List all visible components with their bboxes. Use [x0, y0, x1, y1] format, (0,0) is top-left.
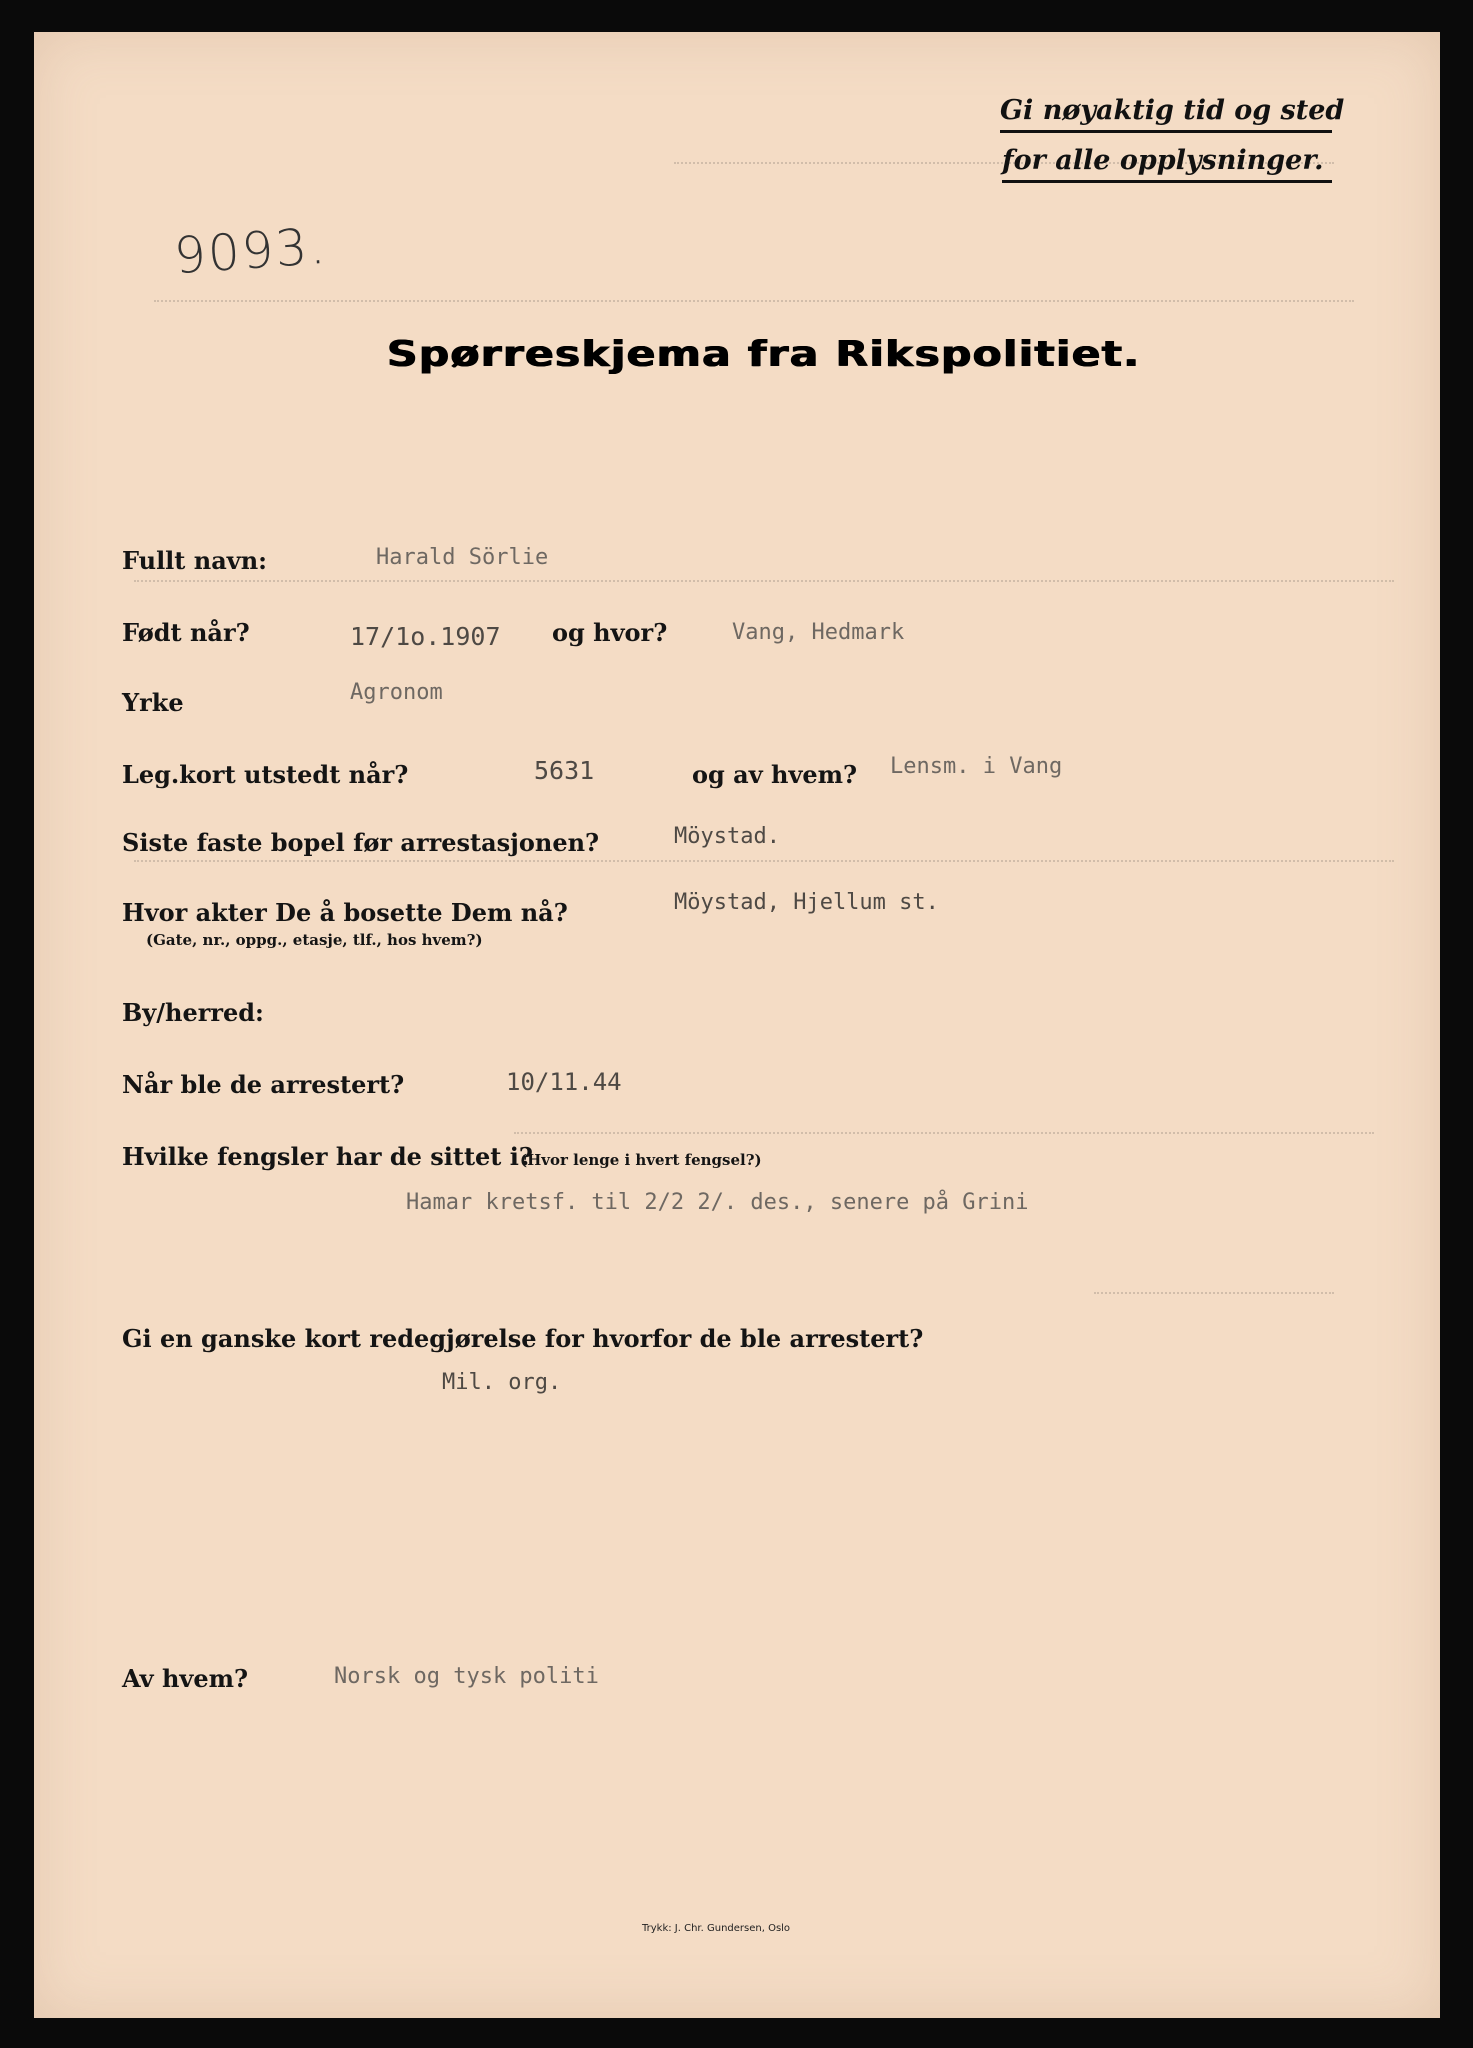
- full-name-label: Fullt navn:: [122, 546, 267, 575]
- prisons-sublabel: (Hvor lenge i hvert fengsel?): [520, 1151, 762, 1169]
- arrested-by-label: Av hvem?: [122, 1664, 249, 1693]
- arrest-reason-label: Gi en ganske kort redegjørelse for hvorfor de ble arrestert?: [122, 1324, 924, 1353]
- corner-note-underline: [1002, 180, 1332, 183]
- bleed-through-mark: [134, 860, 1394, 862]
- new-residence-label: Hvor akter De å bosette Dem nå?: [122, 898, 568, 927]
- bleed-through-mark: [1094, 1292, 1334, 1294]
- id-card-when-value: 5631: [534, 756, 595, 785]
- bleed-through-mark: [514, 1132, 1374, 1134]
- born-where-value: Vang, Hedmark: [732, 620, 905, 645]
- born-where-label: og hvor?: [552, 618, 668, 647]
- full-name-value: Harald Sörlie: [376, 545, 549, 570]
- arrested-when-label: Når ble de arrestert?: [122, 1070, 405, 1099]
- prisons-label: Hvilke fengsler har de sittet i?: [122, 1142, 533, 1171]
- arrest-reason-value: Mil. org.: [442, 1370, 562, 1395]
- id-card-by-value: Lensm. i Vang: [890, 754, 1063, 779]
- corner-note-line1: Gi nøyaktig tid og sted: [1000, 95, 1345, 126]
- printer-imprint: Trykk: J. Chr. Gundersen, Oslo: [642, 1923, 791, 1934]
- id-card-by-label: og av hvem?: [692, 760, 858, 789]
- id-card-when-label: Leg.kort utstedt når?: [122, 760, 409, 789]
- town-label: By/herred:: [122, 998, 264, 1027]
- bleed-through-mark: [134, 580, 1394, 582]
- form-title: Spørreskjema fra Rikspolitiet.: [387, 334, 1141, 375]
- document-page: [34, 32, 1440, 2018]
- new-residence-value: Möystad, Hjellum st.: [674, 890, 939, 915]
- handwritten-archive-number: 9093.: [172, 216, 329, 286]
- new-residence-sublabel: (Gate, nr., oppg., etasje, tlf., hos hvem?): [146, 931, 483, 949]
- last-residence-label: Siste faste bopel før arrestasjonen?: [122, 828, 600, 857]
- born-when-value: 17/1o.1907: [350, 622, 501, 651]
- last-residence-value: Möystad.: [674, 824, 780, 849]
- occupation-value: Agronom: [350, 680, 443, 705]
- occupation-label: Yrke: [122, 688, 184, 717]
- bleed-through-mark: [154, 300, 1354, 302]
- corner-note-line2: for alle opplysninger.: [1002, 145, 1324, 176]
- prisons-value: Hamar kretsf. til 2/2 2/. des., senere på Grini: [406, 1190, 1029, 1215]
- arrested-when-value: 10/11.44: [506, 1068, 622, 1096]
- born-when-label: Født når?: [122, 618, 250, 647]
- corner-note-underline: [1000, 130, 1332, 133]
- arrested-by-value: Norsk og tysk politi: [334, 1664, 599, 1689]
